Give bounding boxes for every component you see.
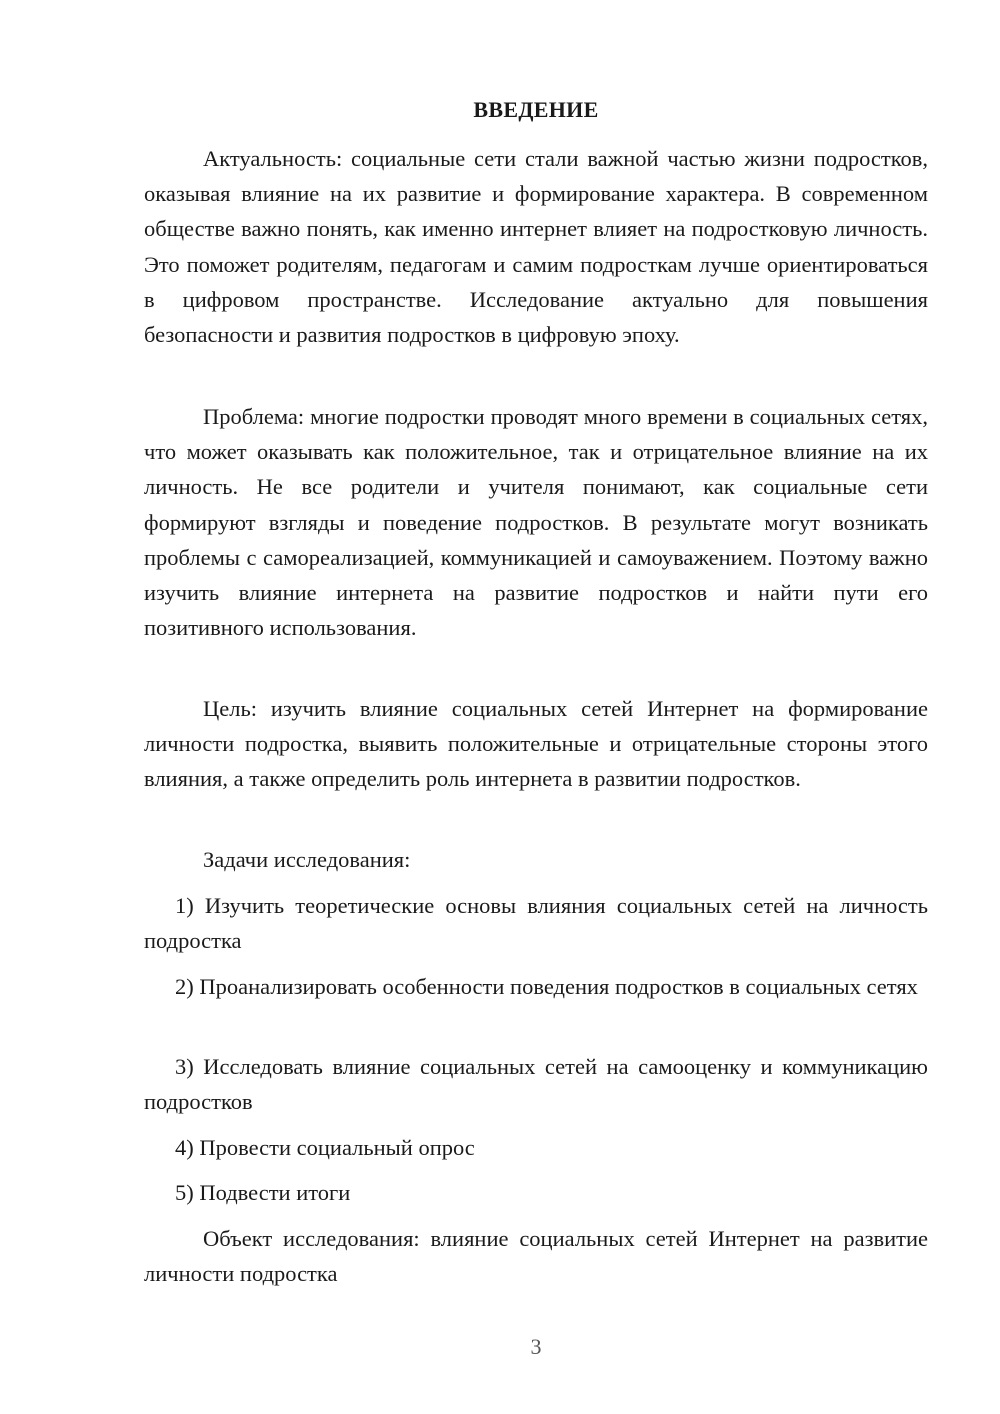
task-item-4: 4) Провести социальный опрос xyxy=(175,1135,475,1160)
relevance-paragraph: Актуальность: социальные сети стали важной частью жизни подростков, оказывая влияние на их развитие и формирование характера. В современном обществе важно понять, как именно интернет влияет на подростковую личность. Это поможет родителям, педагогам и самим подросткам лучше ориентироваться в цифровом пространстве. Исследование актуально для повышения безопасности и развития подростков в цифровую эпоху. xyxy=(144,146,928,348)
page-number: 3 xyxy=(530,1334,542,1359)
problem-paragraph: Проблема: многие подростки проводят много времени в социальных сетях, что может оказывать как положительное, так и отрицательное влияние на их личность. Не все родители и учителя понимают, как социальные сети формируют взгляды и поведение подростков. В результате могут возникать проблемы с самореализацией, коммуникацией и самоуважением. Поэтому важно изучить влияние интернета на развитие подростков и найти пути его позитивного использования. xyxy=(144,404,928,641)
task-item-1: 1) Изучить теоретические основы влияния социальных сетей на личность подростка xyxy=(144,893,928,954)
tasks-heading: Задачи исследования: xyxy=(203,847,411,872)
task-item-2: 2) Проанализировать особенности поведения подростков в социальных сетях xyxy=(175,974,918,999)
page-heading: ВВЕДЕНИЕ xyxy=(473,97,599,122)
object-paragraph: Объект исследования: влияние социальных сетей Интернет на развитие личности подростка xyxy=(144,1226,928,1287)
goal-paragraph: Цель: изучить влияние социальных сетей Интернет на формирование личности подростка, выявить положительные и отрицательные стороны этого влияния, а также определить роль интернета в развитии подростков. xyxy=(144,696,928,792)
task-item-3: 3) Исследовать влияние социальных сетей на самооценку и коммуникацию подростков xyxy=(144,1054,928,1115)
task-item-5: 5) Подвести итоги xyxy=(175,1180,351,1205)
